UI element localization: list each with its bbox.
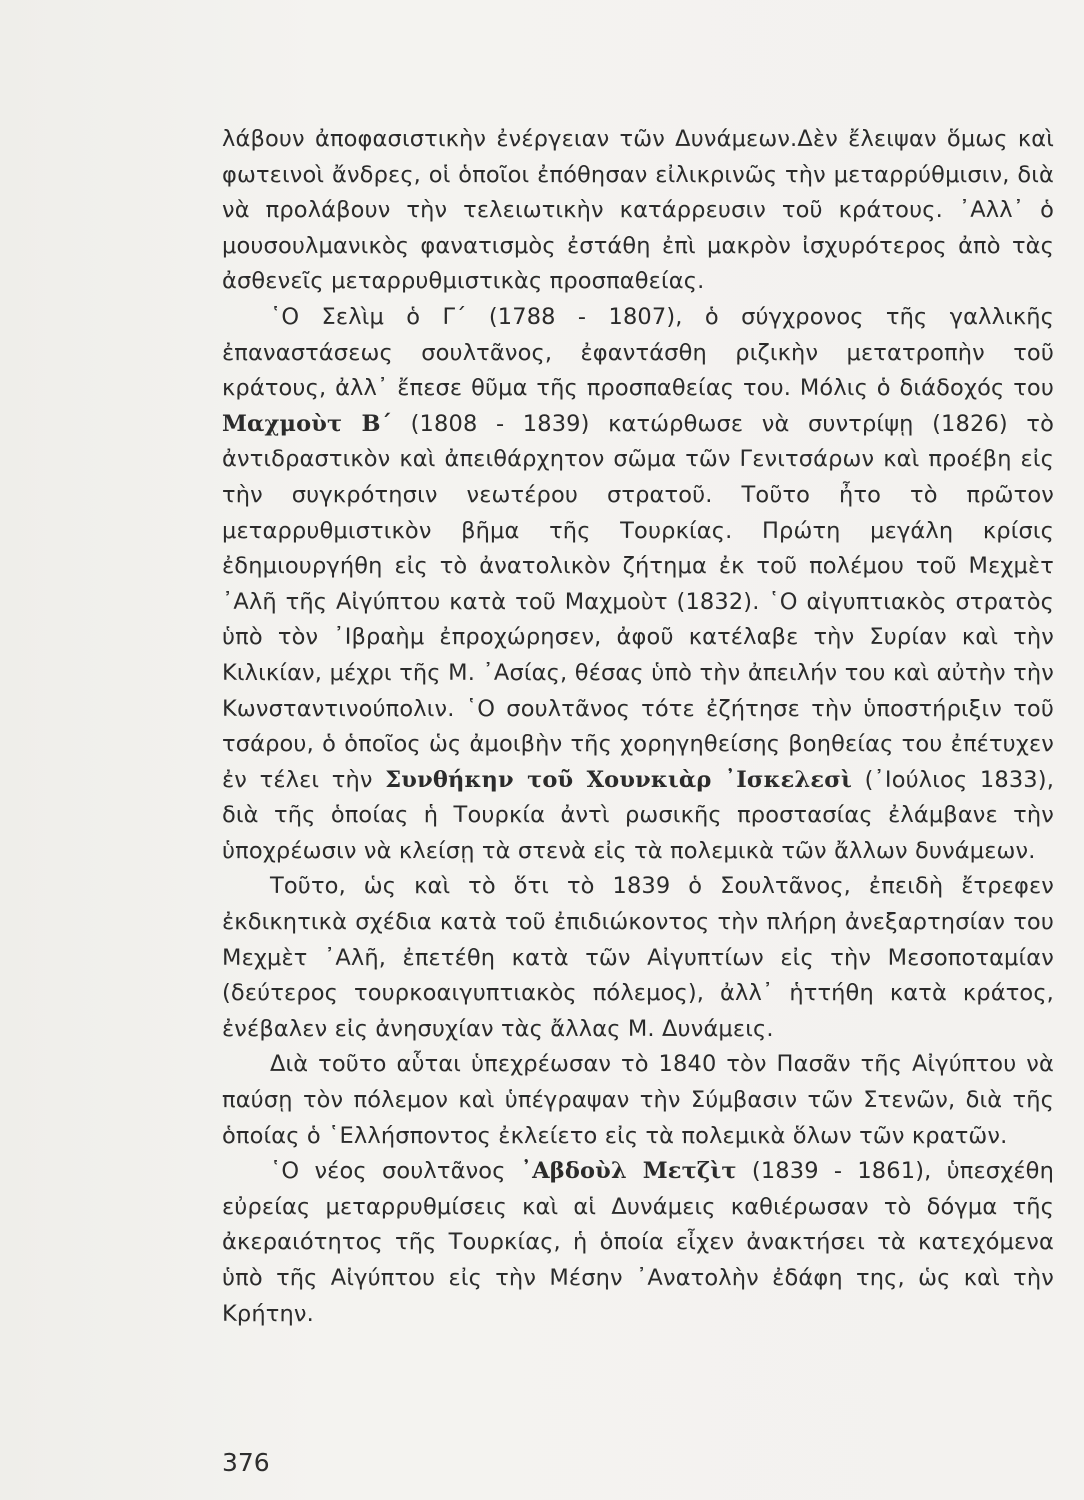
body-text	[222, 122, 1054, 1332]
paragraph	[222, 122, 1054, 300]
bold-term: Μαχμοὺτ Β΄	[222, 410, 393, 437]
page-number: 376	[222, 1448, 270, 1477]
text-run: Τοῦτο, ὡς καὶ τὸ ὅτι τὸ 1839 ὁ Σουλτᾶνος, ἐπειδὴ ἔτρεφεν ἐκδικητικὰ σχέδια κατὰ τοῦ ἐπιδιώκοντος τὴν πλήρη ἀνεξαρτησίαν του Μεχμὲτ ᾽Αλῆ, ἐπετέθη κατὰ τῶν Αἰγυπτίων εἰς τὴν Μεσοποταμίαν (δεύτερος τουρκοαιγυπτιακὸς πόλεμος), ἀλλ᾽ ἡττήθη κατὰ κράτος, ἐνέβαλεν εἰς ἀνησυχίαν τὰς ἄλλας Μ. Δυνάμεις.	[222, 873, 1054, 1042]
bold-term: ᾽Αβδοὺλ Μετζὶτ	[520, 1158, 737, 1185]
text-run: Διὰ τοῦτο αὗται ὑπεχρέωσαν τὸ 1840 τὸν Πασᾶν τῆς Αἰγύπτου νὰ παύσῃ τὸν πόλεμον καὶ ὑπέγραψαν τὴν Σύμβασιν τῶν Στενῶν, διὰ τῆς ὁποίας ὁ ῾Ελλήσποντος ἐκλείετο εἰς τὰ πολεμικὰ ὅλων τῶν κρατῶν.	[222, 1051, 1054, 1149]
text-run: (᾽Ιούλιος 1833), διὰ τῆς ὁποίας ἡ Τουρκία ἀντὶ ρωσικῆς προστασίας ἐλάμβανε τὴν ὑποχρέωσιν νὰ κλείσῃ τὰ στενὰ εἰς τὰ πολεμικὰ τῶν ἄλλων δυνάμεων.	[222, 766, 1054, 864]
paragraph	[222, 300, 1054, 870]
paragraph	[222, 869, 1054, 1047]
text-run: λάβουν ἀποφασιστικὴν ἐνέργειαν τῶν Δυνάμεων.Δὲν ἔλειψαν ὅμως καὶ φωτεινοὶ ἄνδρες, οἱ ὁποῖοι ἐπόθησαν εἰλικρινῶς τὴν μεταρρύθμισιν, διὰ νὰ προλάβουν τὴν τελειωτικὴν κατάρρευσιν τοῦ κράτους. ᾽Αλλ᾽ ὁ μουσουλμανικὸς φανατισμὸς ἐστάθη ἐπὶ μακρὸν ἰσχυρότερος ἀπὸ τὰς ἀσθενεῖς μεταρρυθμιστικὰς προσπαθείας.	[222, 126, 1054, 295]
bold-term: Συνθήκην τοῦ Χουνκιὰρ ᾽Ισκελεσὶ	[385, 766, 852, 793]
text-run: ῾Ο Σελὶμ ὁ Γ΄ (1788 - 1807), ὁ σύγχρονος τῆς γαλλικῆς ἐπαναστάσεως σουλτᾶνος, ἐφαντάσθη ριζικὴν μετατροπὴν τοῦ κράτους, ἀλλ᾽ ἔπεσε θῦμα τῆς προσπαθείας του. Μόλις ὁ διάδοχός του	[222, 303, 1054, 402]
paragraph	[222, 1047, 1054, 1154]
text-run: ῾Ο νέος σουλτᾶνος	[270, 1158, 521, 1185]
text-run: (1839 - 1861), ὑπεσχέθη εὐρείας μεταρρυθμίσεις καὶ αἱ Δυνάμεις καθιέρωσαν τὸ δόγμα τῆς ἀκεραιότητος τῆς Τουρκίας, ἡ ὁποία εἶχεν ἀνακτήσει τὰ κατεχόμενα ὑπὸ τῆς Αἰγύπτου εἰς τὴν Μέσην ᾽Ανατολὴν ἐδάφη της, ὡς καὶ τὴν Κρήτην.	[222, 1158, 1054, 1327]
text-run: (1808 - 1839) κατώρθωσε νὰ συντρίψῃ (1826) τὸ ἀντιδραστικὸν καὶ ἀπειθάρχητον σῶμα τῶν Γενιτσάρων καὶ προέβη εἰς τὴν συγκρότησιν νεωτέρου στρατοῦ. Τοῦτο ἦτο τὸ πρῶτον μεταρρυθμιστικὸν βῆμα τῆς Τουρκίας. Πρώτη μεγάλη κρίσις ἐδημιουργήθη εἰς τὸ ἀνατολικὸν ζήτημα ἐκ τοῦ πολέμου τοῦ Μεχμὲτ ᾽Αλῆ τῆς Αἰγύπτου κατὰ τοῦ Μαχμοὺτ (1832). ῾Ο αἰγυπτιακὸς στρατὸς ὑπὸ τὸν ᾽Ιβραὴμ ἐπροχώρησεν, ἀφοῦ κατέλαβε τὴν Συρίαν καὶ τὴν Κιλικίαν, μέχρι τῆς Μ. ᾽Ασίας, θέσας ὑπὸ τὴν ἀπειλήν του καὶ αὐτὴν τὴν Κωνσταντινούπολιν. ῾Ο σουλτᾶνος τότε ἐζήτησε τὴν ὑποστήριξιν τοῦ τσάρου, ὁ ὁποῖος ὡς ἀμοιβὴν τῆς χορηγηθείσης βοηθείας του ἐπέτυχεν ἐν τέλει τὴν	[222, 410, 1054, 793]
paragraph	[222, 1154, 1054, 1332]
